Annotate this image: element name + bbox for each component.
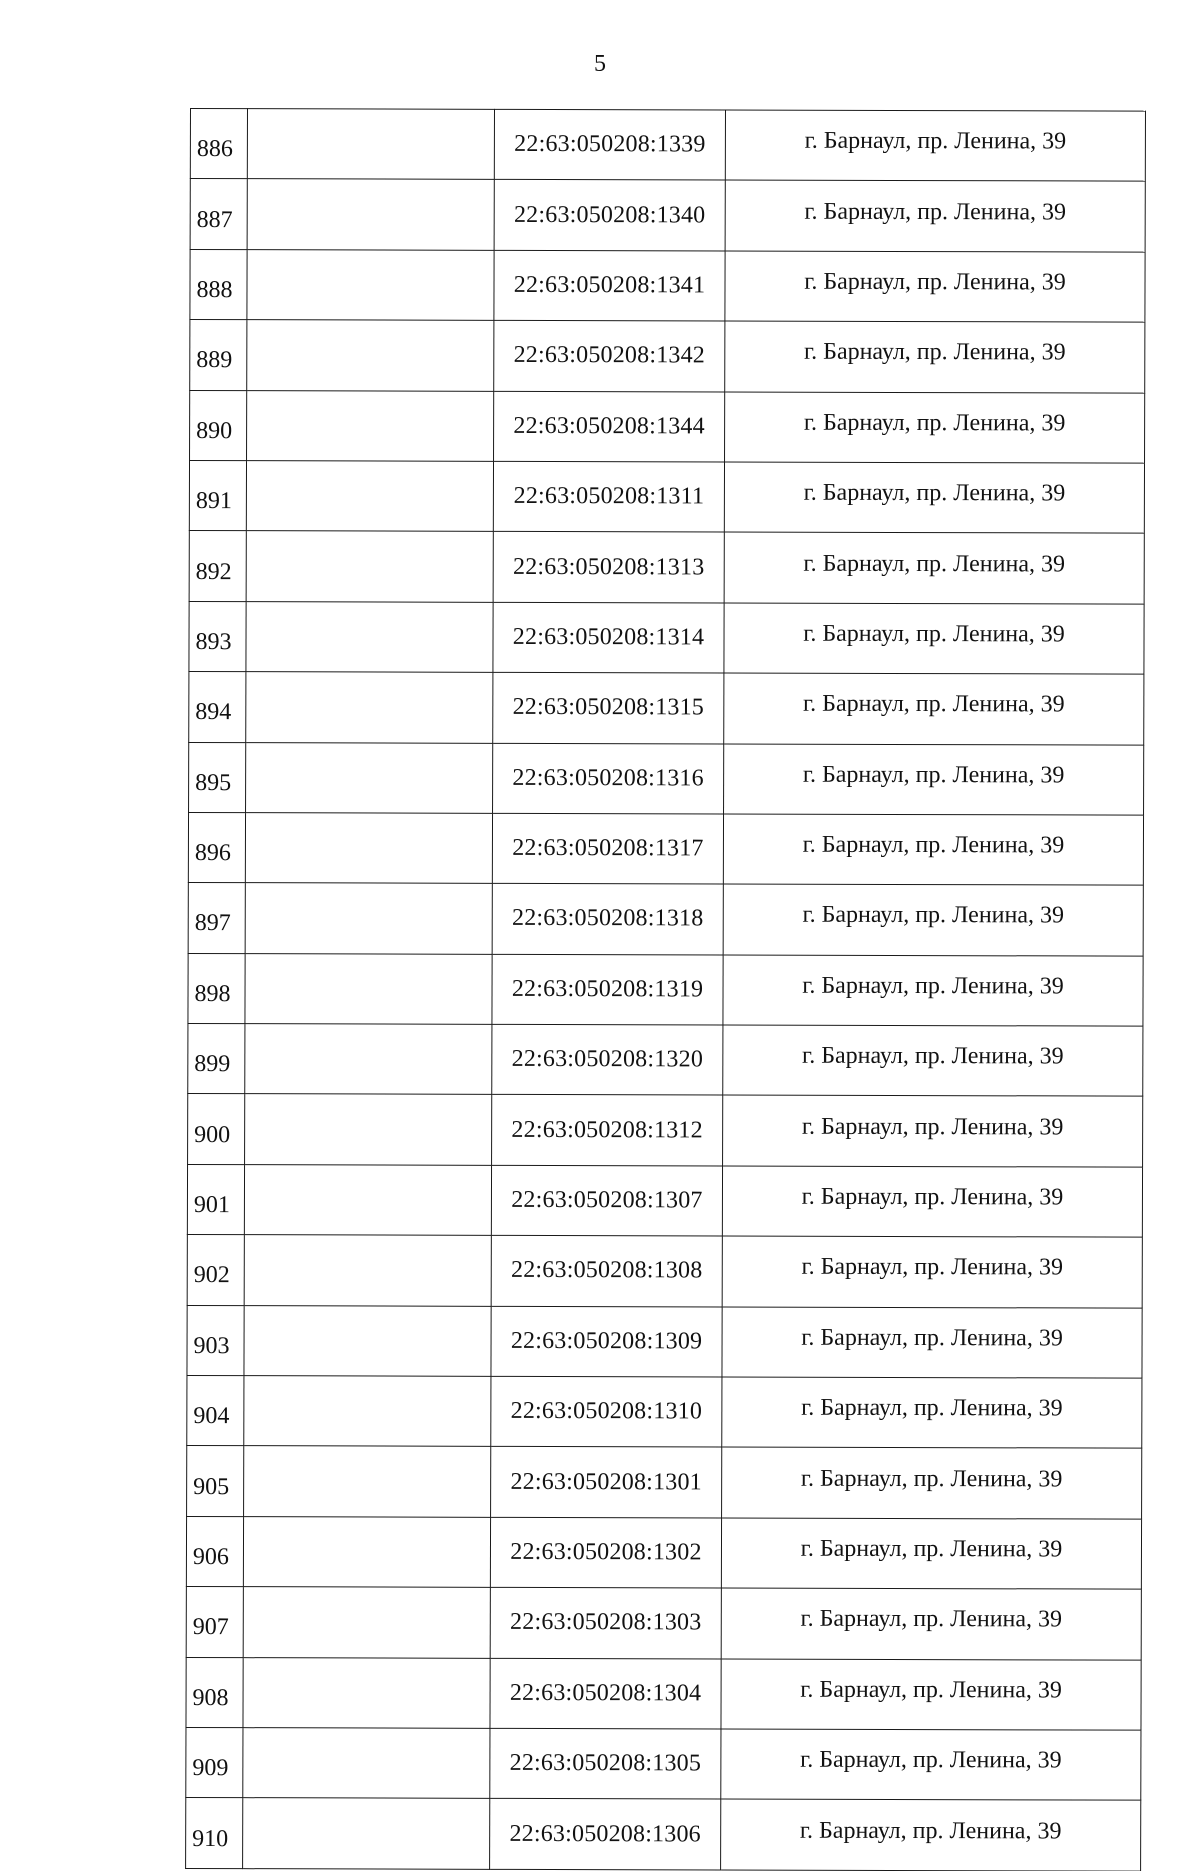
address-cell: г. Барнаул, пр. Ленина, 39: [725, 180, 1145, 252]
table-row: [187, 1164, 1142, 1237]
cadastral-number-cell: 22:63:050208:1340: [494, 180, 725, 251]
table-row: [188, 1094, 1143, 1167]
row-number-cell: 905: [187, 1446, 244, 1517]
address-cell: г. Барнаул, пр. Ленина, 39: [723, 814, 1143, 886]
empty-cell: [246, 742, 493, 813]
table-row: [189, 460, 1144, 533]
table-row: [190, 320, 1145, 393]
address-cell: г. Барнаул, пр. Ленина, 39: [722, 1307, 1142, 1379]
table-row: [188, 883, 1143, 956]
address-cell: г. Барнаул, пр. Ленина, 39: [724, 462, 1144, 534]
cadastral-number-cell: 22:63:050208:1301: [491, 1447, 722, 1518]
row-number-cell: 896: [188, 812, 245, 883]
empty-cell: [247, 320, 494, 391]
row-number-cell: 901: [187, 1164, 244, 1235]
empty-cell: [244, 1235, 491, 1306]
address-cell: г. Барнаул, пр. Ленина, 39: [724, 603, 1144, 675]
cadastral-number-cell: 22:63:050208:1314: [493, 602, 724, 673]
row-number-cell: 906: [186, 1516, 243, 1587]
row-number-cell: 887: [190, 179, 247, 250]
empty-cell: [244, 1376, 491, 1447]
table-row: [188, 1024, 1143, 1097]
table-row: [189, 672, 1144, 745]
row-number-cell: 900: [188, 1094, 245, 1165]
cadastral-number-cell: 22:63:050208:1305: [490, 1728, 721, 1799]
table-row: [189, 601, 1144, 674]
empty-cell: [243, 1587, 490, 1658]
row-number-cell: 902: [187, 1235, 244, 1306]
empty-cell: [247, 109, 494, 180]
cadastral-number-cell: 22:63:050208:1302: [490, 1517, 721, 1588]
row-number-cell: 898: [188, 953, 245, 1024]
empty-cell: [247, 390, 494, 461]
address-cell: г. Барнаул, пр. Ленина, 39: [723, 1025, 1143, 1097]
empty-cell: [243, 1516, 490, 1587]
cadastral-number-cell: 22:63:050208:1312: [492, 1095, 723, 1166]
empty-cell: [245, 953, 492, 1024]
page-number: 5: [594, 51, 606, 77]
registry-table-body: [186, 109, 1146, 1871]
empty-cell: [247, 179, 494, 250]
empty-cell: [246, 672, 493, 743]
empty-cell: [245, 813, 492, 884]
table-row: [186, 1727, 1141, 1800]
registry-table-container: [185, 108, 1145, 1871]
row-number-cell: 908: [186, 1657, 243, 1728]
address-cell: г. Барнаул, пр. Ленина, 39: [721, 1799, 1141, 1871]
table-row: [188, 812, 1143, 885]
row-number-cell: 907: [186, 1587, 243, 1658]
cadastral-number-cell: 22:63:050208:1306: [490, 1799, 721, 1870]
row-number-cell: 893: [189, 601, 246, 672]
address-cell: г. Барнаул, пр. Ленина, 39: [721, 1659, 1141, 1731]
cadastral-number-cell: 22:63:050208:1319: [492, 954, 723, 1025]
row-number-cell: 892: [189, 531, 246, 602]
address-cell: г. Барнаул, пр. Ленина, 39: [725, 392, 1145, 464]
table-row: [190, 390, 1145, 463]
cadastral-number-cell: 22:63:050208:1344: [494, 391, 725, 462]
cadastral-number-cell: 22:63:050208:1313: [493, 532, 724, 603]
empty-cell: [243, 1728, 490, 1799]
cadastral-number-cell: 22:63:050208:1318: [492, 884, 723, 955]
empty-cell: [244, 1165, 491, 1236]
row-number-cell: 899: [188, 1024, 245, 1095]
address-cell: г. Барнаул, пр. Ленина, 39: [723, 955, 1143, 1027]
address-cell: г. Барнаул, пр. Ленина, 39: [725, 321, 1145, 393]
cadastral-number-cell: 22:63:050208:1341: [494, 250, 725, 321]
row-number-cell: 891: [189, 460, 246, 531]
address-cell: г. Барнаул, пр. Ленина, 39: [721, 1729, 1141, 1801]
cadastral-number-cell: 22:63:050208:1304: [490, 1658, 721, 1729]
table-row: [189, 531, 1144, 604]
table-row: [186, 1657, 1141, 1730]
table-row: [187, 1446, 1142, 1519]
row-number-cell: 888: [190, 249, 247, 320]
table-row: [190, 179, 1145, 252]
cadastral-number-cell: 22:63:050208:1310: [491, 1376, 722, 1447]
empty-cell: [243, 1657, 490, 1728]
table-row: [190, 109, 1145, 182]
empty-cell: [244, 1446, 491, 1517]
address-cell: г. Барнаул, пр. Ленина, 39: [723, 1095, 1143, 1167]
cadastral-number-cell: 22:63:050208:1317: [492, 813, 723, 884]
table-row: [187, 1376, 1142, 1449]
address-cell: г. Барнаул, пр. Ленина, 39: [723, 884, 1143, 956]
table-row: [189, 742, 1144, 815]
cadastral-number-cell: 22:63:050208:1311: [493, 461, 724, 532]
table-row: [188, 953, 1143, 1026]
empty-cell: [243, 1798, 490, 1869]
cadastral-number-cell: 22:63:050208:1339: [494, 109, 725, 180]
row-number-cell: 897: [188, 883, 245, 954]
empty-cell: [245, 883, 492, 954]
table-row: [187, 1235, 1142, 1308]
cadastral-number-cell: 22:63:050208:1320: [492, 1024, 723, 1095]
empty-cell: [244, 1305, 491, 1376]
table-row: [186, 1587, 1141, 1660]
empty-cell: [246, 531, 493, 602]
cadastral-number-cell: 22:63:050208:1315: [493, 672, 724, 743]
table-row: [186, 1798, 1141, 1871]
address-cell: г. Барнаул, пр. Ленина, 39: [722, 1377, 1142, 1449]
address-cell: г. Барнаул, пр. Ленина, 39: [724, 673, 1144, 745]
row-number-cell: 904: [187, 1376, 244, 1447]
row-number-cell: 886: [190, 109, 247, 180]
empty-cell: [247, 249, 494, 320]
address-cell: г. Барнаул, пр. Ленина, 39: [725, 110, 1145, 182]
table-row: [187, 1305, 1142, 1378]
table-row: [190, 249, 1145, 322]
empty-cell: [245, 1024, 492, 1095]
address-cell: г. Барнаул, пр. Ленина, 39: [725, 251, 1145, 323]
empty-cell: [245, 1094, 492, 1165]
cadastral-number-cell: 22:63:050208:1342: [494, 321, 725, 392]
cadastral-number-cell: 22:63:050208:1309: [491, 1306, 722, 1377]
address-cell: г. Барнаул, пр. Ленина, 39: [722, 1447, 1142, 1519]
row-number-cell: 910: [186, 1798, 243, 1869]
row-number-cell: 890: [190, 390, 247, 461]
row-number-cell: 895: [189, 742, 246, 813]
cadastral-number-cell: 22:63:050208:1307: [491, 1165, 722, 1236]
registry-table: [185, 108, 1146, 1871]
row-number-cell: 889: [190, 320, 247, 391]
row-number-cell: 894: [189, 672, 246, 743]
cadastral-number-cell: 22:63:050208:1316: [493, 743, 724, 814]
empty-cell: [246, 601, 493, 672]
empty-cell: [246, 461, 493, 532]
address-cell: г. Барнаул, пр. Ленина, 39: [721, 1518, 1141, 1590]
row-number-cell: 909: [186, 1727, 243, 1798]
address-cell: г. Барнаул, пр. Ленина, 39: [721, 1588, 1141, 1660]
address-cell: г. Барнаул, пр. Ленина, 39: [724, 744, 1144, 816]
cadastral-number-cell: 22:63:050208:1308: [491, 1236, 722, 1307]
address-cell: г. Барнаул, пр. Ленина, 39: [722, 1236, 1142, 1308]
address-cell: г. Барнаул, пр. Ленина, 39: [722, 1166, 1142, 1238]
cadastral-number-cell: 22:63:050208:1303: [490, 1588, 721, 1659]
table-row: [186, 1516, 1141, 1589]
address-cell: г. Барнаул, пр. Ленина, 39: [724, 532, 1144, 604]
row-number-cell: 903: [187, 1305, 244, 1376]
